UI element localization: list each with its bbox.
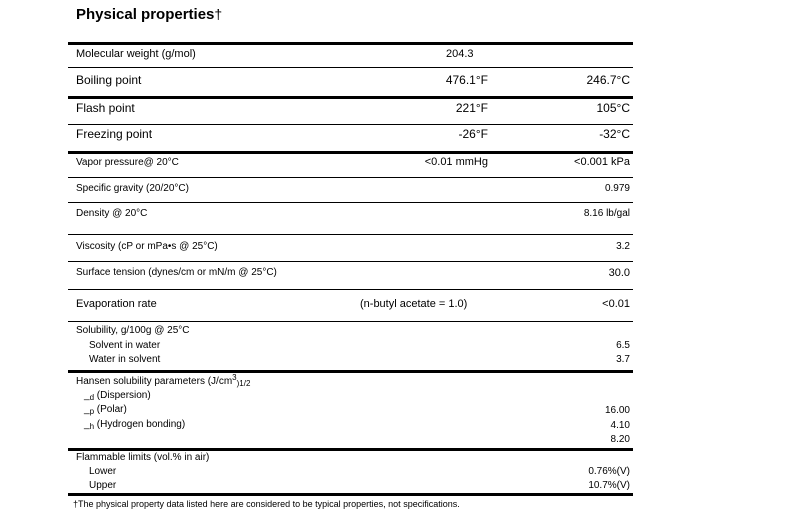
molecular-weight-label: Molecular weight (g/mol) bbox=[76, 48, 196, 60]
flash-point-c: 105°C bbox=[596, 101, 630, 115]
evaporation-rate-value: <0.01 bbox=[602, 298, 630, 310]
surface-tension-value: 30.0 bbox=[608, 267, 630, 279]
specific-gravity-value: 0.979 bbox=[604, 183, 630, 194]
hansen-label-sup: 3 bbox=[232, 373, 237, 382]
water-in-solvent-label: Water in solvent bbox=[89, 354, 161, 365]
density-value: 8.16 lb/gal bbox=[583, 208, 630, 219]
evaporation-rate-label: Evaporation rate bbox=[76, 298, 157, 310]
hansen-h-sub: h bbox=[89, 422, 95, 431]
viscosity-value: 3.2 bbox=[616, 241, 630, 252]
specific-gravity-label: Specific gravity (20/20°C) bbox=[76, 183, 189, 194]
footnote: †The physical property data listed here are considered to be typical properties, not specifications. bbox=[73, 499, 460, 509]
row-divider bbox=[68, 124, 633, 125]
page-title bbox=[76, 6, 222, 23]
evaporation-rate-note: (n-butyl acetate = 1.0) bbox=[360, 298, 468, 310]
boiling-point-f: 476.1°F bbox=[445, 73, 488, 87]
hansen-value-3: 8.20 bbox=[610, 434, 630, 445]
row-divider bbox=[68, 177, 633, 178]
hansen-d-sub: d bbox=[89, 393, 95, 402]
vapor-pressure-label: Vapor pressure@ 20°C bbox=[76, 157, 179, 168]
hansen-p-text: (Polar) bbox=[96, 404, 127, 415]
solubility-label: Solubility, g/100g @ 25°C bbox=[76, 325, 190, 336]
surface-tension-label: Surface tension (dynes/cm or mN/m @ 25°C) bbox=[76, 267, 277, 278]
hansen-p-sub: p bbox=[89, 407, 95, 416]
hansen-value-1: 16.00 bbox=[604, 405, 630, 416]
hansen-p-underscore: _ bbox=[84, 404, 90, 415]
row-divider bbox=[68, 261, 633, 262]
boiling-point-label: Boiling point bbox=[76, 73, 142, 87]
freezing-point-f: -26°F bbox=[458, 127, 488, 141]
flammable-lower-value: 0.76%(V) bbox=[588, 466, 630, 477]
hansen-hydrogen-label bbox=[84, 420, 185, 430]
hansen-h-underscore: _ bbox=[84, 419, 90, 430]
freezing-point-label: Freezing point bbox=[76, 127, 153, 141]
table-top-rule bbox=[68, 42, 633, 45]
hansen-polar-label bbox=[84, 405, 127, 415]
row-divider bbox=[68, 321, 633, 322]
density-label: Density @ 20°C bbox=[76, 208, 148, 219]
hansen-d-underscore: _ bbox=[84, 390, 90, 401]
row-divider bbox=[68, 67, 633, 68]
hansen-label bbox=[76, 373, 251, 388]
molecular-weight-value: 204.3 bbox=[446, 48, 474, 60]
flammable-upper-label: Upper bbox=[89, 480, 117, 491]
water-in-solvent-value: 3.7 bbox=[616, 354, 630, 365]
row-divider bbox=[68, 289, 633, 290]
flammable-upper-value: 10.7%(V) bbox=[588, 480, 630, 491]
row-divider bbox=[68, 202, 633, 203]
solvent-in-water-value: 6.5 bbox=[616, 340, 630, 351]
flammable-limits-label: Flammable limits (vol.% in air) bbox=[76, 452, 210, 463]
hansen-h-text: (Hydrogen bonding) bbox=[96, 419, 186, 430]
row-divider-thick bbox=[68, 448, 633, 451]
row-divider-thick bbox=[68, 151, 633, 154]
vapor-pressure-kpa: <0.001 kPa bbox=[574, 156, 630, 168]
flash-point-label: Flash point bbox=[76, 101, 135, 115]
viscosity-label: Viscosity (cP or mPa•s @ 25°C) bbox=[76, 241, 218, 252]
hansen-d-text: (Dispersion) bbox=[96, 390, 151, 401]
hansen-value-2: 4.10 bbox=[610, 420, 630, 431]
hansen-label-text: Hansen solubility parameters (J/cm bbox=[76, 376, 233, 387]
row-divider bbox=[68, 234, 633, 235]
table-bottom-rule bbox=[68, 493, 633, 496]
title-footnote-mark: † bbox=[214, 6, 223, 22]
flammable-lower-label: Lower bbox=[89, 466, 117, 477]
row-divider-thick bbox=[68, 96, 633, 99]
hansen-label-sub: )1/2 bbox=[236, 379, 251, 388]
solvent-in-water-label: Solvent in water bbox=[89, 340, 161, 351]
boiling-point-c: 246.7°C bbox=[586, 73, 630, 87]
row-divider-thick bbox=[68, 370, 633, 373]
freezing-point-c: -32°C bbox=[599, 127, 630, 141]
vapor-pressure-mmhg: <0.01 mmHg bbox=[424, 156, 488, 168]
title-text: Physical properties bbox=[76, 6, 215, 23]
flash-point-f: 221°F bbox=[455, 101, 488, 115]
hansen-dispersion-label bbox=[84, 391, 151, 401]
